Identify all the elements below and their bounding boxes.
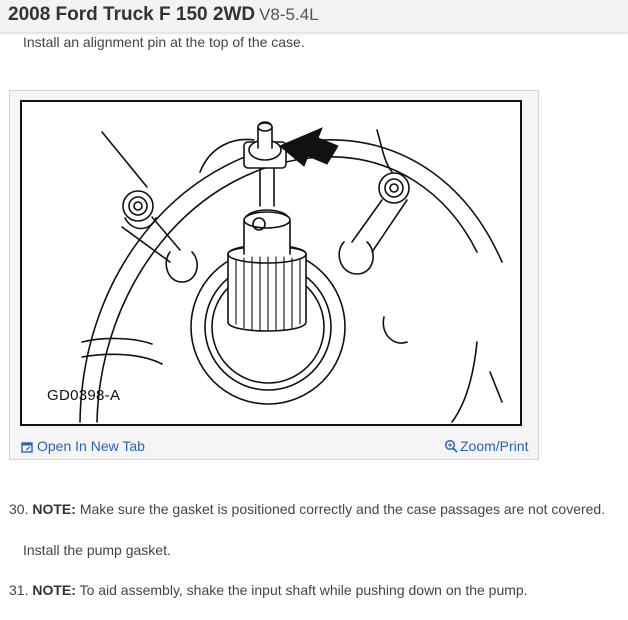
intro-instruction: Install an alignment pin at the top of the case. xyxy=(23,34,305,50)
figure-toolbar xyxy=(10,435,538,459)
figure-code: GD0398-A xyxy=(47,387,121,404)
zoom-print-label: Zoom/Print xyxy=(460,438,529,454)
step-30-note xyxy=(9,501,605,517)
step-30-note-label: NOTE: xyxy=(32,501,76,517)
vehicle-name: 2008 Ford Truck F 150 2WD xyxy=(8,4,256,25)
zoom-magnifier-icon xyxy=(444,439,458,456)
engine-spec: V8-5.4L xyxy=(259,5,319,24)
step-30-note-text: Make sure the gasket is positioned correctly and the case passages are not covered. xyxy=(79,501,606,517)
zoom-print-link[interactable] xyxy=(444,438,528,456)
step-31-number: 31. xyxy=(9,582,29,598)
step-31-note-label: NOTE: xyxy=(32,582,76,598)
page-header xyxy=(0,0,628,33)
step-31-note xyxy=(9,582,528,598)
step-30-number: 30. xyxy=(9,501,29,517)
step-30-instruction: Install the pump gasket. xyxy=(23,542,171,558)
figure-card xyxy=(9,90,539,460)
pump-alignment-drawing xyxy=(22,102,520,424)
step-31-note-text: To aid assembly, shake the input shaft while pushing down on the pump. xyxy=(79,582,528,598)
open-new-tab-icon xyxy=(21,440,33,456)
diagram-image[interactable] xyxy=(20,100,522,426)
vehicle-title xyxy=(8,4,319,26)
open-in-new-tab-link[interactable] xyxy=(21,438,145,456)
open-in-new-tab-label: Open In New Tab xyxy=(37,438,145,454)
